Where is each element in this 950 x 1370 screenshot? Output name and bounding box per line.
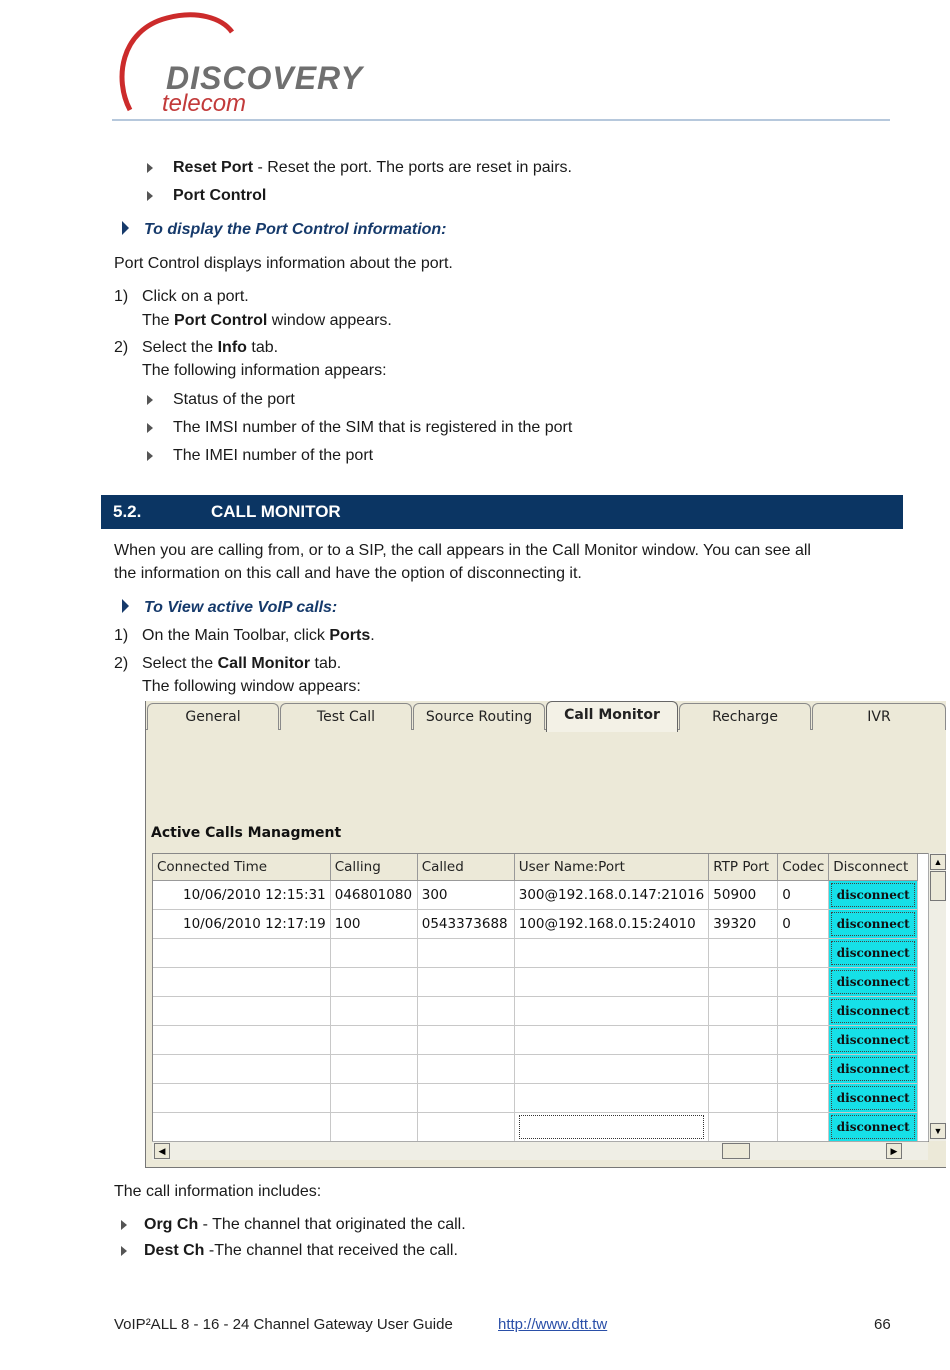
table-row[interactable] bbox=[153, 1084, 918, 1113]
list-item: The IMSI number of the SIM that is registered in the port bbox=[173, 419, 573, 436]
calls-table bbox=[153, 854, 918, 1142]
bullet-port-control: Port Control bbox=[173, 187, 267, 204]
table-cell bbox=[417, 1026, 514, 1055]
table-cell bbox=[153, 968, 330, 997]
table-row[interactable] bbox=[153, 881, 918, 910]
scroll-left-icon[interactable]: ◀ bbox=[154, 1143, 170, 1159]
paragraph: When you are calling from, or to a SIP, the call appears in the Call Monitor window. You can see all bbox=[114, 542, 811, 559]
bullet-arrow-icon bbox=[147, 163, 153, 173]
table-cell bbox=[514, 1084, 709, 1113]
table-row[interactable] bbox=[153, 910, 918, 939]
column-header[interactable]: User Name:Port bbox=[514, 854, 709, 881]
scroll-down-icon[interactable]: ▼ bbox=[930, 1123, 946, 1139]
disconnect-button[interactable]: disconnect bbox=[831, 1028, 915, 1052]
disconnect-button[interactable]: disconnect bbox=[831, 912, 915, 936]
table-cell bbox=[417, 968, 514, 997]
tab-recharge[interactable]: Recharge bbox=[679, 703, 811, 730]
list-item: Dest Ch -The channel that received the call. bbox=[144, 1242, 458, 1259]
group-label: Active Calls Managment bbox=[151, 825, 342, 841]
step-number: 1) bbox=[114, 627, 129, 644]
table-cell bbox=[709, 1026, 778, 1055]
disconnect-button[interactable]: disconnect bbox=[831, 941, 915, 965]
table-cell: 10/06/2010 12:17:19 bbox=[153, 910, 330, 939]
disconnect-cell bbox=[829, 939, 918, 968]
bullet-arrow-icon bbox=[147, 423, 153, 433]
table-row[interactable] bbox=[153, 1113, 918, 1142]
disconnect-cell bbox=[829, 1084, 918, 1113]
step-text: Click on a port. bbox=[142, 288, 249, 305]
table-cell bbox=[417, 1055, 514, 1084]
table-cell bbox=[417, 997, 514, 1026]
bullet-arrow-icon bbox=[121, 1246, 127, 1256]
table-cell bbox=[709, 939, 778, 968]
tab-test-call[interactable]: Test Call bbox=[280, 703, 412, 730]
step-result: The following window appears: bbox=[142, 678, 361, 695]
table-cell: 10/06/2010 12:15:31 bbox=[153, 881, 330, 910]
table-cell bbox=[153, 939, 330, 968]
scroll-thumb[interactable] bbox=[722, 1143, 750, 1159]
page-number: 66 bbox=[874, 1316, 891, 1333]
table-cell bbox=[153, 997, 330, 1026]
scroll-right-icon[interactable]: ▶ bbox=[886, 1143, 902, 1159]
table-row[interactable] bbox=[153, 968, 918, 997]
table-cell: 0 bbox=[778, 881, 829, 910]
bullet-reset-port: Reset Port - Reset the port. The ports are reset in pairs. bbox=[173, 159, 572, 176]
step-result: The following information appears: bbox=[142, 362, 387, 379]
bullet-arrow-icon bbox=[147, 191, 153, 201]
table-cell bbox=[417, 1113, 514, 1142]
table-cell bbox=[330, 1026, 417, 1055]
table-cell bbox=[330, 1055, 417, 1084]
table-cell bbox=[153, 1055, 330, 1084]
tab-general[interactable]: General bbox=[147, 703, 279, 730]
disconnect-cell bbox=[829, 1113, 918, 1142]
column-header[interactable]: RTP Port bbox=[709, 854, 778, 881]
table-cell bbox=[514, 968, 709, 997]
tab-source-routing[interactable]: Source Routing bbox=[413, 703, 545, 730]
footer-link[interactable]: http://www.dtt.tw bbox=[498, 1316, 608, 1333]
table-cell bbox=[514, 997, 709, 1026]
list-item: Status of the port bbox=[173, 391, 295, 408]
list-item: The IMEI number of the port bbox=[173, 447, 374, 464]
table-cell bbox=[709, 968, 778, 997]
table-cell bbox=[514, 1055, 709, 1084]
table-cell: 39320 bbox=[709, 910, 778, 939]
table-cell bbox=[778, 968, 829, 997]
bullet-arrow-icon bbox=[147, 451, 153, 461]
column-header[interactable]: Disconnect bbox=[829, 854, 918, 881]
table-cell bbox=[514, 1026, 709, 1055]
step-number: 2) bbox=[114, 339, 129, 356]
column-header[interactable]: Connected Time bbox=[153, 854, 330, 881]
table-cell bbox=[330, 968, 417, 997]
table-cell bbox=[709, 1055, 778, 1084]
bullet-arrow-icon bbox=[121, 1220, 127, 1230]
procedure-arrow-icon bbox=[122, 599, 129, 613]
table-cell bbox=[709, 1113, 778, 1142]
step-text: Select the Info tab. bbox=[142, 339, 279, 356]
bullet-arrow-icon bbox=[147, 395, 153, 405]
procedure-heading: To View active VoIP calls: bbox=[144, 599, 338, 616]
horizontal-scrollbar[interactable] bbox=[152, 1141, 928, 1160]
table-cell bbox=[778, 1026, 829, 1055]
table-cell bbox=[514, 939, 709, 968]
header-rule bbox=[112, 119, 890, 121]
table-cell bbox=[514, 1113, 709, 1142]
step-text: Select the Call Monitor tab. bbox=[142, 655, 342, 672]
disconnect-button[interactable]: disconnect bbox=[831, 883, 915, 907]
disconnect-button[interactable]: disconnect bbox=[831, 970, 915, 994]
list-item: Org Ch - The channel that originated the call. bbox=[144, 1216, 466, 1233]
disconnect-cell bbox=[829, 1055, 918, 1084]
table-row[interactable] bbox=[153, 1026, 918, 1055]
scroll-thumb[interactable] bbox=[930, 871, 946, 901]
table-cell: 0543373688 bbox=[417, 910, 514, 939]
active-calls-grid[interactable] bbox=[152, 853, 929, 1142]
table-cell bbox=[778, 939, 829, 968]
table-row[interactable] bbox=[153, 997, 918, 1026]
disconnect-button[interactable]: disconnect bbox=[831, 1057, 915, 1081]
table-cell bbox=[778, 997, 829, 1026]
table-cell bbox=[417, 939, 514, 968]
section-number: 5.2. bbox=[113, 502, 142, 521]
scroll-up-icon[interactable]: ▲ bbox=[930, 854, 946, 870]
disconnect-cell bbox=[829, 968, 918, 997]
table-cell: 100@192.168.0.15:24010 bbox=[514, 910, 709, 939]
table-cell: 300@192.168.0.147:21016 bbox=[514, 881, 709, 910]
logo-subtitle: telecom bbox=[162, 90, 247, 117]
table-cell bbox=[153, 1113, 330, 1142]
table-cell: 100 bbox=[330, 910, 417, 939]
call-monitor-screenshot bbox=[145, 701, 946, 1168]
disconnect-cell bbox=[829, 997, 918, 1026]
table-cell bbox=[153, 1084, 330, 1113]
table-cell: 50900 bbox=[709, 881, 778, 910]
procedure-heading: To display the Port Control information: bbox=[144, 221, 447, 238]
table-header-row bbox=[153, 854, 918, 881]
table-cell bbox=[153, 1026, 330, 1055]
procedure-arrow-icon bbox=[122, 221, 129, 235]
step-number: 1) bbox=[114, 288, 129, 305]
table-row[interactable] bbox=[153, 1055, 918, 1084]
column-header[interactable]: Called bbox=[417, 854, 514, 881]
disconnect-cell bbox=[829, 1026, 918, 1055]
section-title: CALL MONITOR bbox=[211, 502, 341, 521]
table-cell bbox=[330, 939, 417, 968]
disconnect-cell bbox=[829, 910, 918, 939]
vertical-scrollbar[interactable] bbox=[928, 853, 946, 1141]
step-text: On the Main Toolbar, click Ports. bbox=[142, 627, 375, 644]
footer-title: VoIP²ALL 8 - 16 - 24 Channel Gateway User Guide bbox=[114, 1316, 453, 1333]
table-cell bbox=[417, 1084, 514, 1113]
table-row[interactable] bbox=[153, 939, 918, 968]
table-cell bbox=[778, 1084, 829, 1113]
focus-cell bbox=[519, 1115, 705, 1139]
table-cell: 300 bbox=[417, 881, 514, 910]
column-header[interactable]: Calling bbox=[330, 854, 417, 881]
table-cell bbox=[778, 1113, 829, 1142]
disconnect-button[interactable]: disconnect bbox=[831, 1115, 915, 1139]
paragraph: The call information includes: bbox=[114, 1183, 322, 1200]
step-number: 2) bbox=[114, 655, 129, 672]
disconnect-cell bbox=[829, 881, 918, 910]
paragraph: Port Control displays information about the port. bbox=[114, 255, 453, 272]
table-cell bbox=[330, 1113, 417, 1142]
table-cell bbox=[330, 1084, 417, 1113]
table-cell: 0 bbox=[778, 910, 829, 939]
table-cell bbox=[330, 997, 417, 1026]
step-result: The Port Control window appears. bbox=[142, 312, 392, 329]
tab-ivr[interactable]: IVR bbox=[812, 703, 946, 730]
table-cell bbox=[709, 1084, 778, 1113]
table-cell bbox=[778, 1055, 829, 1084]
section-header bbox=[101, 495, 903, 529]
paragraph: the information on this call and have the option of disconnecting it. bbox=[114, 565, 582, 582]
table-cell: 046801080 bbox=[330, 881, 417, 910]
logo-wordmark: DISCOVERY bbox=[166, 60, 363, 96]
disconnect-button[interactable]: disconnect bbox=[831, 999, 915, 1023]
disconnect-button[interactable]: disconnect bbox=[831, 1086, 915, 1110]
column-header[interactable]: Codec bbox=[778, 854, 829, 881]
company-logo bbox=[112, 10, 372, 120]
table-cell bbox=[709, 997, 778, 1026]
tab-call-monitor[interactable]: Call Monitor bbox=[546, 701, 678, 732]
